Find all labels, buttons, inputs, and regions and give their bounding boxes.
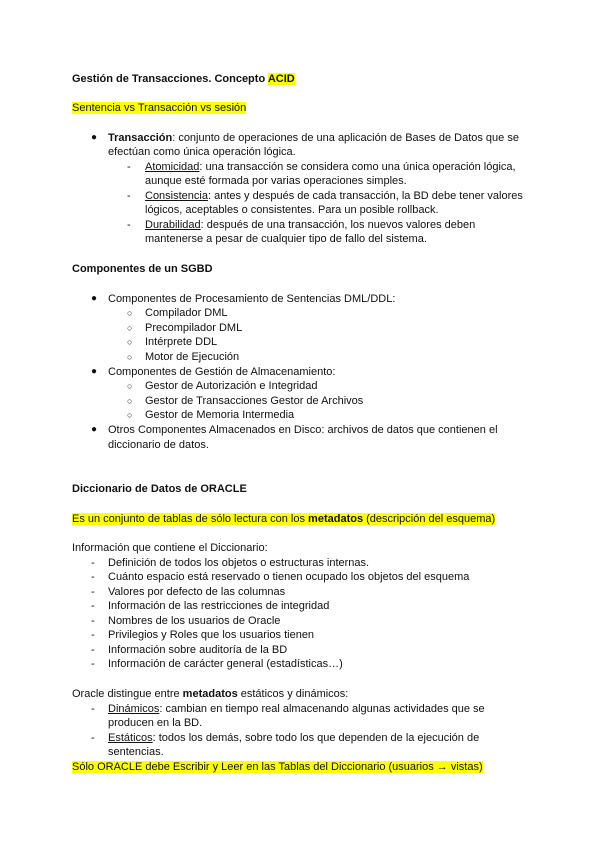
oracle-footer [72, 760, 483, 774]
oracle-intro-suffix: (descripción del esquema) [363, 513, 496, 525]
oracle-intro-bold: metadatos [308, 513, 364, 525]
otros-line1: Otros Componentes Almacenados en Disco: archivos de datos que contienen el [108, 424, 498, 436]
estaticos-term: Estáticos [108, 732, 153, 744]
info-item: Información de las restricciones de integridad [108, 600, 330, 612]
atomicidad-line1 [145, 160, 516, 174]
durabilidad-def: : después de una transacción, los nuevos valores deben [200, 219, 476, 231]
dash-icon: - [91, 732, 95, 744]
distingue-bold: metadatos [182, 688, 238, 700]
dinamicos-line1 [108, 702, 485, 716]
dash-icon: - [127, 190, 131, 202]
dml-subitem: Motor de Ejecución [145, 351, 240, 363]
consistencia-def: : antes y después de cada transacción, la BD debe tener valores [207, 190, 523, 202]
circle-bullet-icon: ○ [127, 308, 133, 318]
durabilidad-line2: mantenerse a pesar de cualquier tipo de fallo del sistema. [145, 233, 427, 245]
circle-bullet-icon: ○ [127, 323, 133, 333]
dinamicos-term: Dinámicos [108, 703, 160, 715]
sgbd-heading: Componentes de un SGBD [72, 263, 213, 275]
info-item: Información sobre auditoría de la BD [108, 644, 288, 656]
estaticos-line1 [108, 731, 479, 745]
dash-icon: - [91, 571, 95, 583]
atomicidad-def: : una transacción se considera como una única operación lógica, [199, 161, 516, 173]
circle-bullet-icon: ○ [127, 410, 133, 420]
otros-line2: diccionario de datos. [108, 439, 209, 451]
info-item: Cuánto espacio está reservado o tienen ocupado los objetos del esquema [108, 571, 470, 583]
info-item: Nombres de los usuarios de Oracle [108, 615, 281, 627]
dml-subitem: Precompilador DML [145, 322, 243, 334]
info-item: Valores por defecto de las columnas [108, 586, 286, 598]
distingue-suffix: estáticos y dinámicos: [237, 688, 349, 700]
info-item: Información de carácter general (estadísticas…) [108, 658, 343, 670]
dinamicos-def: : cambian en tiempo real almacenando algunas actividades que se [159, 703, 485, 715]
dash-icon: - [91, 658, 95, 670]
circle-bullet-icon: ○ [127, 396, 133, 406]
acid-heading [72, 72, 295, 86]
alm-subitem: Gestor de Transacciones Gestor de Archivos [145, 395, 364, 407]
consistencia-line1 [145, 189, 523, 203]
almacenamiento-item: Componentes de Gestión de Almacenamiento: [108, 366, 336, 378]
info-heading: Información que contiene el Diccionario: [72, 542, 268, 554]
bullet-icon: ● [91, 132, 98, 143]
transaccion-term: Transacción [108, 132, 173, 144]
transaccion-line2: efectúan como única operación lógica. [108, 146, 296, 158]
acid-highlight: ACID [267, 73, 295, 85]
distingue-line [72, 687, 348, 701]
dml-ddl-item: Componentes de Procesamiento de Sentencias DML/DDL: [108, 293, 396, 305]
oracle-heading: Diccionario de Datos de ORACLE [72, 483, 247, 495]
durabilidad-term: Durabilidad [145, 219, 201, 231]
dash-icon: - [91, 586, 95, 598]
estaticos-def: : todos los demás, sobre todo los que dependen de la ejecución de [152, 732, 480, 744]
durabilidad-line1 [145, 218, 475, 232]
atomicidad-line2: aunque esté formada por varias operaciones simples. [145, 175, 407, 187]
alm-subitem: Gestor de Memoria Intermedia [145, 409, 295, 421]
acid-subtitle [72, 101, 246, 115]
info-item: Definición de todos los objetos o estructuras internas. [108, 557, 370, 569]
oracle-intro [72, 512, 495, 526]
bullet-icon: ● [91, 424, 98, 435]
dash-icon: - [127, 219, 131, 231]
bullet-icon: ● [91, 366, 98, 377]
dash-icon: - [91, 615, 95, 627]
dash-icon: - [91, 644, 95, 656]
oracle-footer-text: Sólo ORACLE debe Escribir y Leer en las Tablas del Diccionario (usuarios → vistas) [72, 761, 483, 773]
distingue-prefix: Oracle distingue entre [72, 688, 183, 700]
dash-icon: - [127, 161, 131, 173]
circle-bullet-icon: ○ [127, 352, 133, 362]
estaticos-line2: sentencias. [108, 746, 164, 758]
dinamicos-line2: producen en la BD. [108, 717, 203, 729]
oracle-intro-prefix: Es un conjunto de tablas de sólo lectura con los [72, 513, 309, 525]
alm-subitem: Gestor de Autorización e Integridad [145, 380, 318, 392]
info-item: Privilegios y Roles que los usuarios tienen [108, 629, 315, 641]
acid-heading-text: Gestión de Transacciones. Concepto [72, 73, 268, 85]
dash-icon: - [91, 600, 95, 612]
transaccion-line1 [108, 131, 519, 145]
acid-subtitle-text: Sentencia vs Transacción vs sesión [72, 102, 247, 114]
circle-bullet-icon: ○ [127, 381, 133, 391]
consistencia-term: Consistencia [145, 190, 208, 202]
transaccion-def: : conjunto de operaciones de una aplicación de Bases de Datos que se [172, 132, 519, 144]
circle-bullet-icon: ○ [127, 337, 133, 347]
dash-icon: - [91, 557, 95, 569]
consistencia-line2: lógicos, aceptables o consistentes. Para un posible rollback. [145, 204, 439, 216]
dml-subitem: Compilador DML [145, 307, 228, 319]
dml-subitem: Intérprete DDL [145, 336, 218, 348]
bullet-icon: ● [91, 293, 98, 304]
dash-icon: - [91, 703, 95, 715]
atomicidad-term: Atomicidad [145, 161, 200, 173]
dash-icon: - [91, 629, 95, 641]
